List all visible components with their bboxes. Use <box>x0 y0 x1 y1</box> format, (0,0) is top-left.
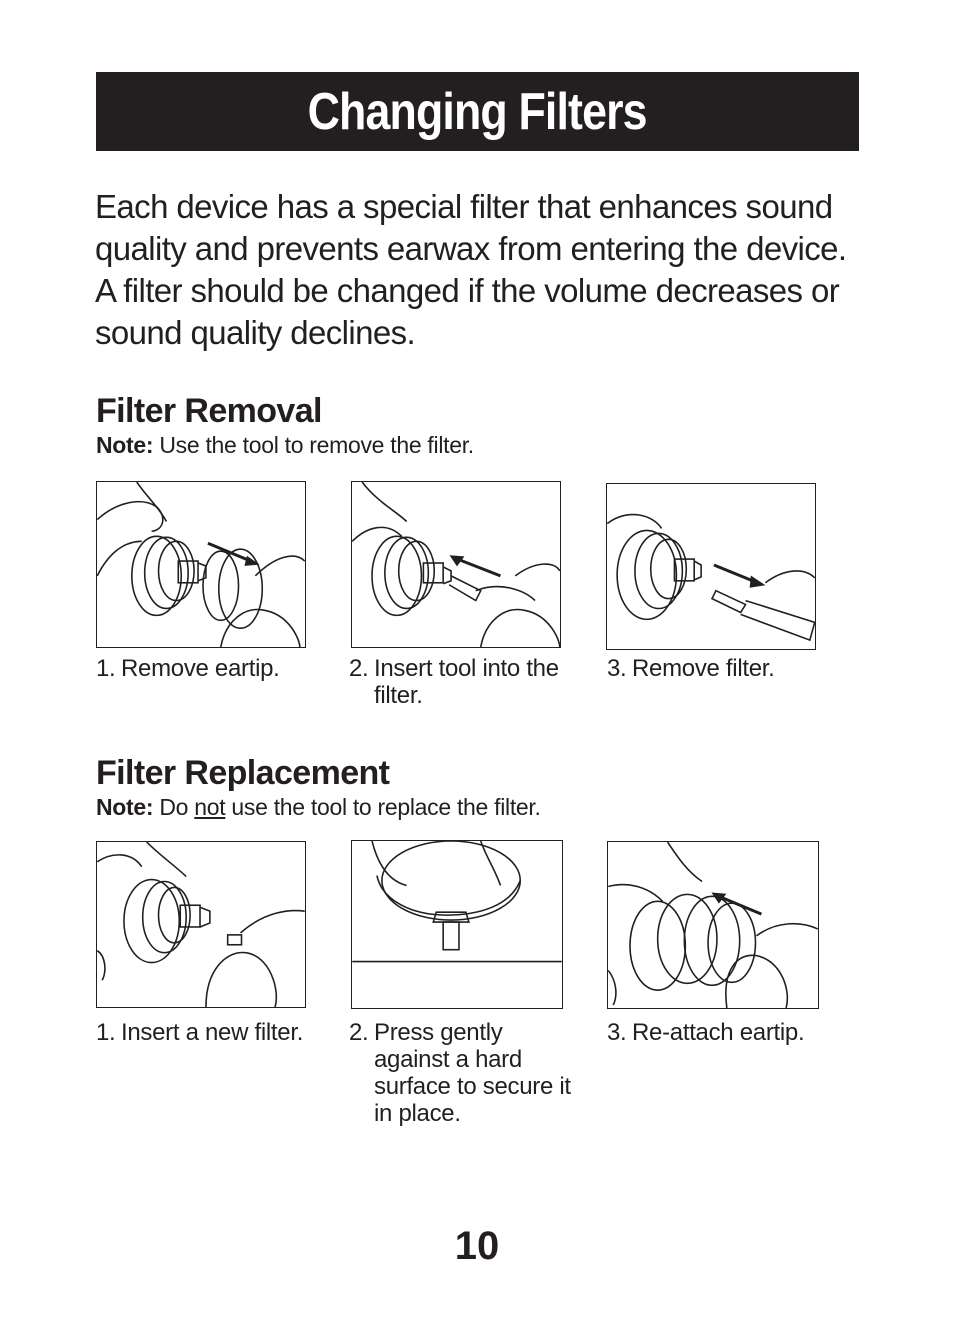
note-label: Note: <box>96 432 154 458</box>
filter-replacement-heading: Filter Replacement <box>96 754 390 792</box>
removal-step-3-illustration <box>606 483 816 650</box>
replacement-step-3-illustration <box>607 841 819 1009</box>
filter-replacement-note <box>96 794 541 821</box>
page-title: Changing Filters <box>307 82 648 141</box>
step-text: Press gently against a hard surface to secure it in place. <box>374 1019 571 1127</box>
step-text: Remove filter. <box>632 655 775 682</box>
page-number: 10 <box>454 1224 500 1268</box>
step-text: Insert tool into the filter. <box>374 655 559 709</box>
step-text: Insert a new filter. <box>121 1019 304 1046</box>
replacement-step-2-illustration <box>351 840 563 1009</box>
note-label: Note: <box>96 794 154 820</box>
note-text: Use the tool to remove the filter. <box>153 432 474 458</box>
filter-removal-note <box>96 432 474 459</box>
replacement-step-2-caption <box>349 1019 579 1127</box>
step-number: 3. <box>607 1019 627 1046</box>
removal-step-2-caption <box>349 655 569 709</box>
note-pre: Do <box>153 794 195 820</box>
removal-step-2-illustration <box>351 481 561 648</box>
step-number: 1. <box>96 655 116 682</box>
step-text: Re-attach eartip. <box>632 1019 805 1046</box>
step-number: 3. <box>607 655 627 682</box>
step-number: 2. <box>349 655 369 682</box>
replacement-step-3-caption <box>607 1019 837 1046</box>
step-number: 1. <box>96 1019 116 1046</box>
replacement-step-1-caption <box>96 1019 336 1046</box>
removal-step-1-caption <box>96 655 316 682</box>
note-post: use the tool to replace the filter. <box>225 794 541 820</box>
step-text: Remove eartip. <box>121 655 280 682</box>
removal-step-3-caption <box>607 655 827 682</box>
replacement-step-1-illustration <box>96 841 306 1008</box>
title-banner <box>96 72 859 151</box>
step-number: 2. <box>349 1019 369 1046</box>
filter-removal-heading: Filter Removal <box>96 392 322 430</box>
removal-step-1-illustration <box>96 481 306 648</box>
intro-paragraph: Each device has a special filter that enhances sound quality and prevents earwax from entering the device. A filter should be changed if the volume decreases or sound quality declines. <box>95 188 847 351</box>
note-underlined: not <box>194 794 226 820</box>
